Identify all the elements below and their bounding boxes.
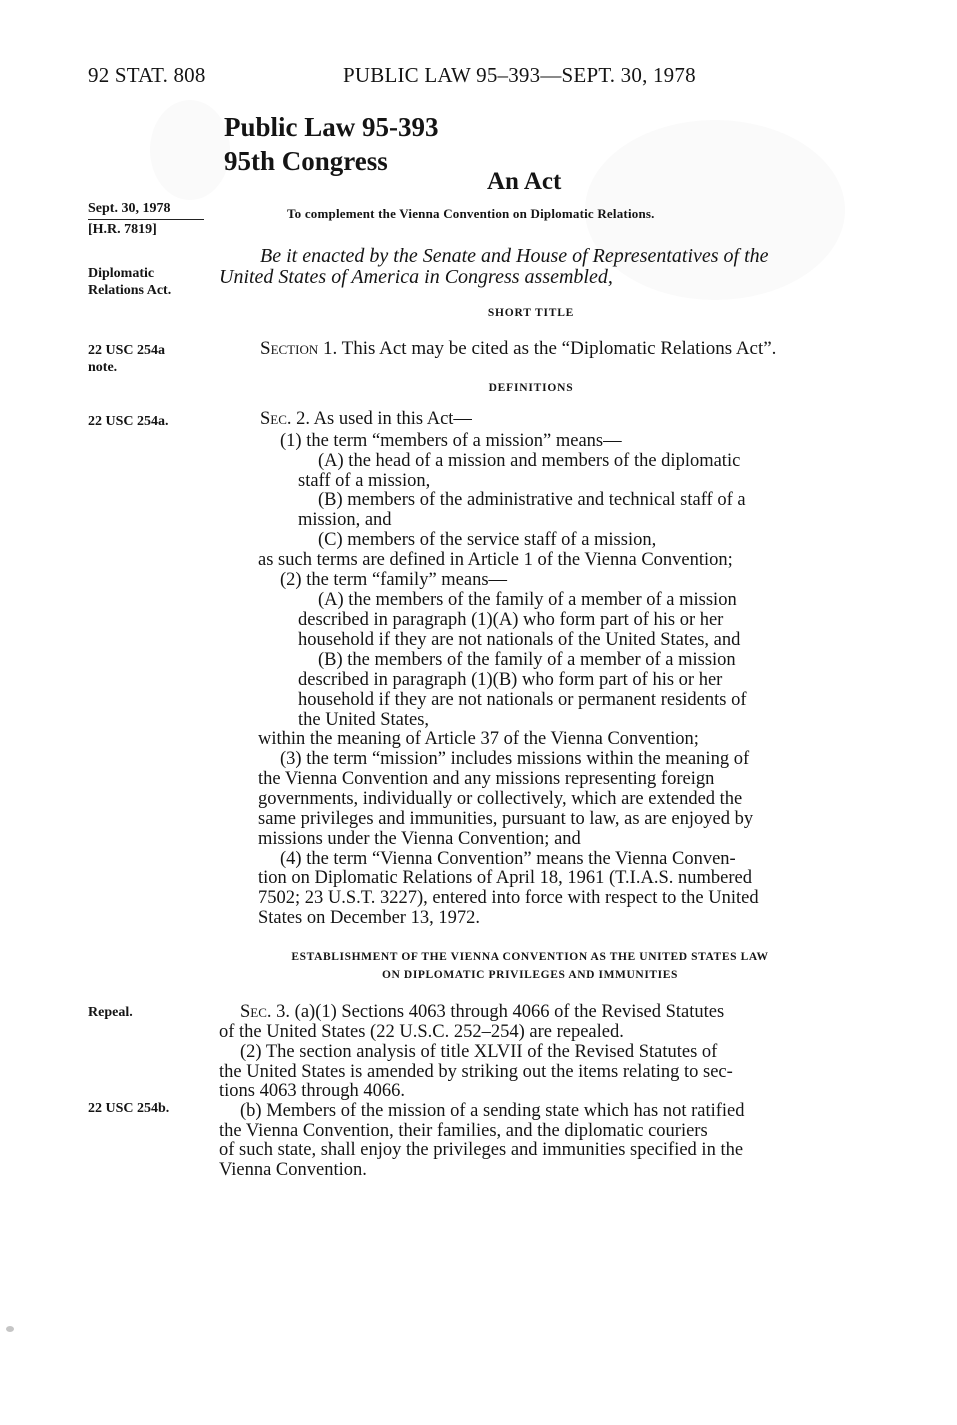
def-1c: (C) members of the service staff of a mission, <box>318 530 657 550</box>
margin-usc-254a: 22 USC 254a. <box>88 414 169 429</box>
def-2a-line1: (A) the members of the family of a member of a mission <box>318 590 737 610</box>
definitions-heading: DEFINITIONS <box>488 382 574 394</box>
section-3-label: Sec. 3. <box>240 1002 291 1022</box>
enacting-clause-line1: Be it enacted by the Senate and House of Representatives of the <box>260 245 769 267</box>
def-2b-line3: household if they are not nationals or permanent residents of <box>298 690 747 710</box>
section-1-text: This Act may be cited as the “Diplomatic Relations Act”. <box>341 338 777 359</box>
margin-date: Sept. 30, 1978 <box>88 201 171 216</box>
def-1: (1) the term “members of a mission” means— <box>280 431 622 451</box>
def-4-line2: tion on Diplomatic Relations of April 18, 1961 (T.I.A.S. numbered <box>258 868 752 888</box>
law-number: Public Law 95-393 <box>224 112 439 142</box>
def-2b-line4: the United States, <box>298 710 430 730</box>
section-1-label: Section 1. <box>260 338 338 359</box>
section-2-intro <box>260 410 472 430</box>
def-2a-line3: household if they are not nationals of the United States, and <box>298 630 741 650</box>
margin-date-rule <box>88 219 204 220</box>
section-3-a1-line1 <box>240 1003 844 1023</box>
margin-usc-note-line1: 22 USC 254a <box>88 343 166 358</box>
margin-act-name-line2: Relations Act. <box>88 283 172 298</box>
header-law-citation: PUBLIC LAW 95–393—SEPT. 30, 1978 <box>343 63 696 87</box>
section-3-a2-line1: (2) The section analysis of title XLVII of the Revised Statutes of <box>240 1042 718 1062</box>
section-3-a1-text: (a)(1) Sections 4063 through 4066 of the Revised Statutes <box>294 1002 725 1022</box>
section-3-a2-line2: the United States is amended by striking out the items relating to sec- <box>219 1062 733 1082</box>
enacting-clause-line2: United States of America in Congress assembled, <box>219 266 613 288</box>
establishment-heading-line2: ON DIPLOMATIC PRIVILEGES AND IMMUNITIES <box>381 969 679 981</box>
def-3-line4: same privileges and immunities, pursuant to law, as are enjoyed by <box>258 809 754 829</box>
def-2: (2) the term “family” means— <box>280 570 508 590</box>
def-2b-line2: described in paragraph (1)(B) who form part of his or her <box>298 670 723 690</box>
section-3-b-line2: the Vienna Convention, their families, and the diplomatic couriers <box>219 1121 708 1141</box>
section-3-b-line4: Vienna Convention. <box>219 1160 367 1180</box>
def-2b-line1: (B) the members of the family of a member of a mission <box>318 650 736 670</box>
def-1b-line2: mission, and <box>298 510 392 530</box>
header-page-number: 92 STAT. 808 <box>88 63 206 87</box>
section-3-b-line3: of such state, shall enjoy the privileges and immunities specified in the <box>219 1140 744 1160</box>
def-1a-line1: (A) the head of a mission and members of the diplomatic <box>318 451 741 471</box>
short-title-heading: SHORT TITLE <box>487 307 575 319</box>
def-1a-line2: staff of a mission, <box>298 471 431 491</box>
def-4-line3: 7502; 23 U.S.T. 3227), entered into force with respect to the United <box>258 888 759 908</box>
def-3-line2: the Vienna Convention and any missions representing foreign <box>258 769 715 789</box>
margin-repeal: Repeal. <box>88 1005 133 1020</box>
scan-smudge <box>150 100 230 200</box>
establishment-heading-line1: ESTABLISHMENT OF THE VIENNA CONVENTION AS THE UNITED STATES LAW <box>291 951 769 963</box>
def-4-line4: States on December 13, 1972. <box>258 908 480 928</box>
congress-number: 95th Congress <box>224 146 388 176</box>
margin-bill-number: [H.R. 7819] <box>88 222 157 237</box>
act-heading: An Act <box>487 168 562 195</box>
section-3-b-line1: (b) Members of the mission of a sending state which has not ratified <box>240 1101 745 1121</box>
def-3-line1: (3) the term “mission” includes missions within the meaning of <box>280 749 750 769</box>
def-4-line1: (4) the term “Vienna Convention” means the Vienna Conven- <box>280 849 736 869</box>
section-2-intro-text: As used in this Act— <box>313 409 472 429</box>
def-3-line3: governments, individually or collectively, which are extended the <box>258 789 743 809</box>
section-3-a2-line3: tions 4063 through 4066. <box>219 1081 406 1101</box>
def-1b-line1: (B) members of the administrative and technical staff of a <box>318 490 746 510</box>
def-3-line5: missions under the Vienna Convention; and <box>258 829 581 849</box>
margin-act-name-line1: Diplomatic <box>88 266 155 281</box>
section-1 <box>260 339 776 359</box>
def-1-tail: as such terms are defined in Article 1 of the Vienna Convention; <box>258 550 733 570</box>
section-2-label: Sec. 2. <box>260 409 311 429</box>
scan-mark <box>6 1326 14 1332</box>
def-2a-line2: described in paragraph (1)(A) who form part of his or her <box>298 610 724 630</box>
act-purpose: To complement the Vienna Convention on Diplomatic Relations. <box>287 206 655 221</box>
margin-usc-254b: 22 USC 254b. <box>88 1101 170 1116</box>
section-3-a1-line2: of the United States (22 U.S.C. 252–254) are repealed. <box>219 1022 624 1042</box>
def-2-tail: within the meaning of Article 37 of the Vienna Convention; <box>258 729 699 749</box>
margin-usc-note-line2: note. <box>88 360 118 375</box>
